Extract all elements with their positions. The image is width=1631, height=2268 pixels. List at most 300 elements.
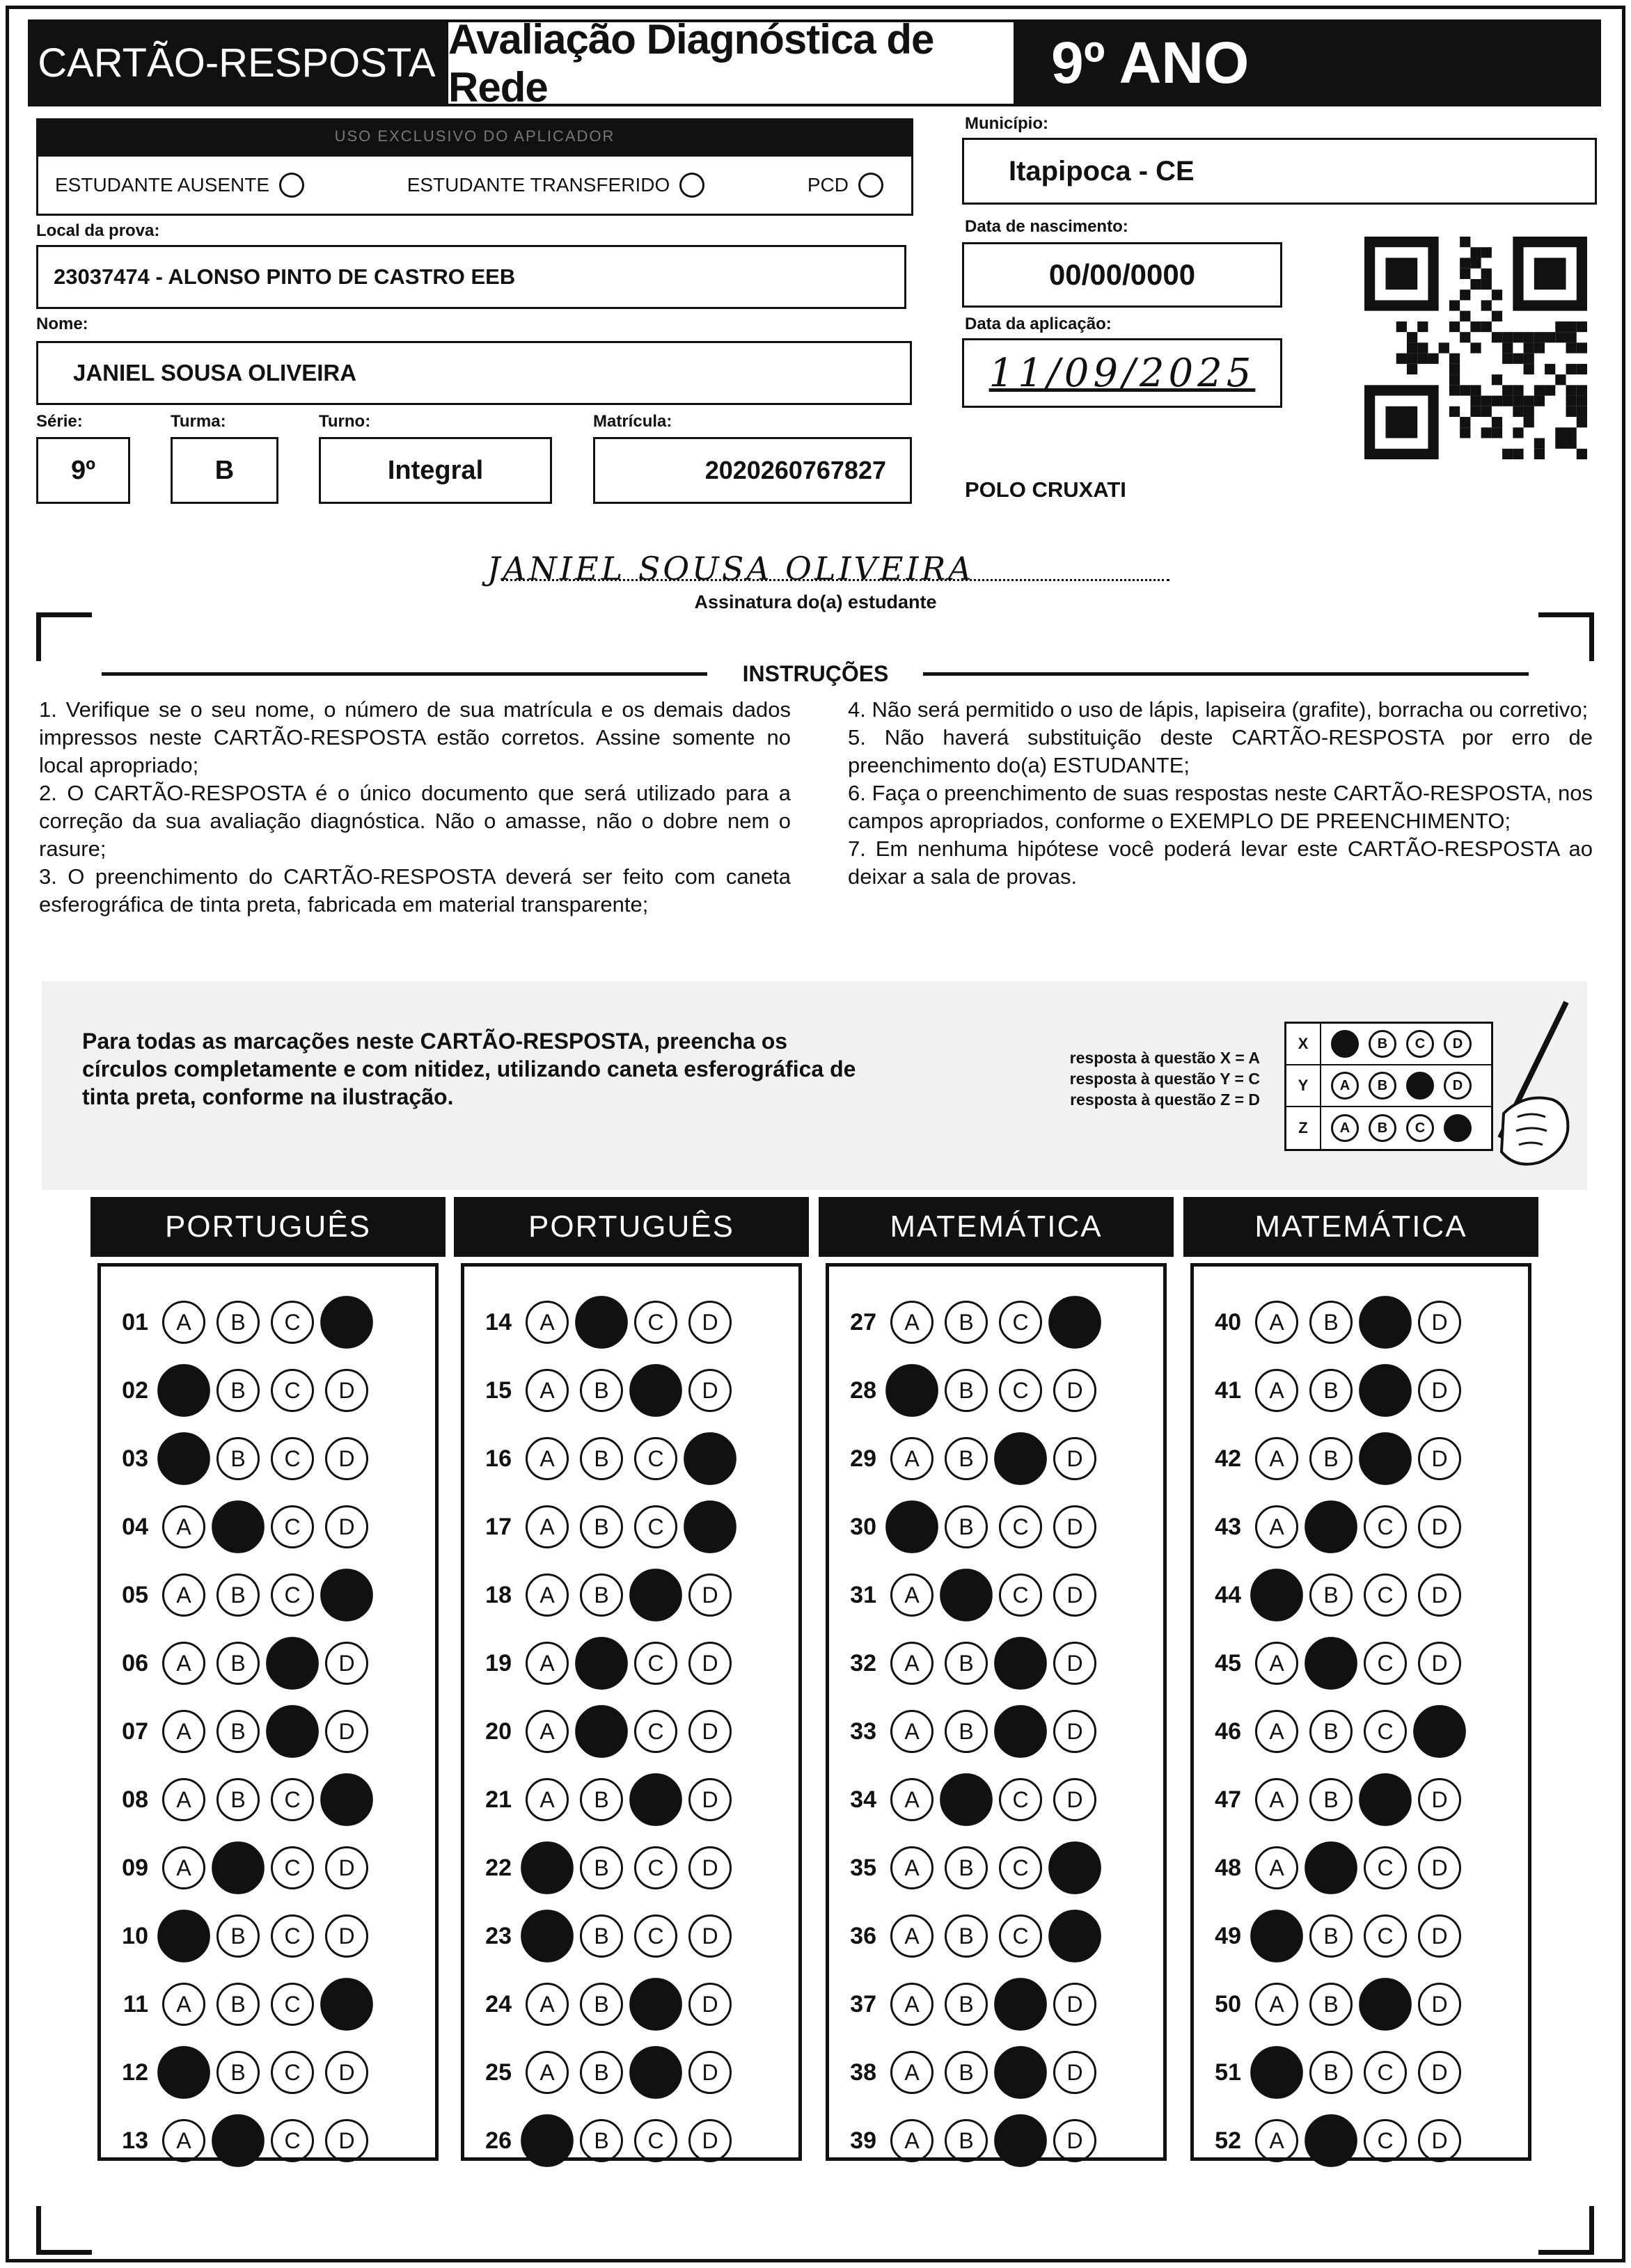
answer-bubble-b[interactable]: B [945, 1301, 988, 1344]
answer-bubble-a[interactable]: A [521, 1841, 574, 1894]
question-row [101, 1704, 435, 1759]
answer-bubble-d[interactable]: D [688, 2051, 732, 2094]
answer-bubble-d[interactable]: D [1048, 1910, 1101, 1962]
qr-code-icon [1364, 237, 1587, 459]
answer-bubble-d[interactable]: D [1418, 2119, 1461, 2162]
answer-bubble-d[interactable]: D [1418, 1983, 1461, 2026]
question-row [101, 1294, 435, 1350]
answer-bubble-d[interactable]: D [688, 1573, 732, 1617]
answer-bubble-c[interactable]: C [271, 1437, 314, 1480]
question-number: 10 [122, 1922, 148, 1949]
answer-bubble-d[interactable]: D [688, 2119, 732, 2162]
answer-bubble-a[interactable]: A [526, 1573, 569, 1617]
municipio-field [962, 138, 1597, 205]
example-bubble: A [1331, 1114, 1359, 1142]
nascimento-value: 00/00/0000 [1048, 258, 1196, 291]
answer-bubble-c[interactable]: C [271, 1573, 314, 1617]
answer-bubble-a[interactable]: A [1255, 1778, 1298, 1821]
answer-bubble-d[interactable]: D [320, 1978, 373, 2031]
name-value: JANIEL SOUSA OLIVEIRA [73, 360, 357, 386]
answer-bubble-d[interactable]: D [1053, 1437, 1096, 1480]
answer-bubble-b[interactable]: B [1305, 1841, 1357, 1894]
question-number: 31 [850, 1581, 876, 1608]
answer-bubble-b[interactable]: B [945, 1437, 988, 1480]
answer-bubble-a[interactable]: A [521, 1910, 574, 1962]
question-row [1194, 2113, 1528, 2168]
answer-bubble-b[interactable]: B [1309, 1369, 1353, 1412]
answer-bubble-a[interactable]: A [526, 1437, 569, 1480]
answer-bubble-a[interactable]: A [890, 2119, 933, 2162]
answer-bubble-d[interactable]: D [1418, 1369, 1461, 1412]
answer-bubble-b[interactable]: B [1309, 1301, 1353, 1344]
answer-bubble-b[interactable]: B [580, 1914, 623, 1958]
answer-bubble-d[interactable]: D [1053, 1778, 1096, 1821]
answer-bubble-a[interactable]: A [890, 1642, 933, 1685]
answer-bubble-b[interactable]: B [212, 1841, 265, 1894]
answer-bubble-a[interactable]: A [1255, 1369, 1298, 1412]
answer-bubble-c[interactable]: C [271, 1505, 314, 1548]
answer-bubble-c[interactable]: C [271, 2051, 314, 2094]
answer-bubble-b[interactable]: B [945, 1369, 988, 1412]
question-row [101, 1772, 435, 1827]
answer-bubble-d[interactable]: D [1418, 1437, 1461, 1480]
answer-bubble-c[interactable]: C [999, 1914, 1042, 1958]
answer-bubble-d[interactable]: D [325, 1846, 368, 1889]
answer-bubble-a[interactable]: A [162, 1642, 205, 1685]
answer-bubble-c[interactable]: C [634, 1914, 677, 1958]
answer-bubble-b[interactable]: B [1309, 1437, 1353, 1480]
answer-bubble-c[interactable]: C [266, 1637, 319, 1690]
answer-bubble-b[interactable]: B [216, 1369, 260, 1412]
answer-bubble-d[interactable]: D [325, 1914, 368, 1958]
absent-label: ESTUDANTE AUSENTE [55, 174, 270, 196]
question-number: 14 [485, 1308, 512, 1335]
question-row [101, 1567, 435, 1623]
answer-bubble-c[interactable]: C [1364, 1846, 1407, 1889]
answer-bubble-b[interactable]: B [575, 1637, 628, 1690]
answer-bubble-a[interactable]: A [162, 1301, 205, 1344]
answer-bubble-a[interactable]: A [162, 1573, 205, 1617]
question-row [1194, 1363, 1528, 1418]
answer-bubble-a[interactable]: A [1250, 2046, 1303, 2099]
question-number: 30 [850, 1513, 876, 1540]
answer-bubble-c[interactable]: C [271, 1778, 314, 1821]
answer-bubble-b[interactable]: B [580, 1505, 623, 1548]
answer-bubble-b[interactable]: B [580, 2119, 623, 2162]
answer-bubble-b[interactable]: B [216, 1983, 260, 2026]
answer-bubble-b[interactable]: B [580, 1369, 623, 1412]
example-keys [1030, 1047, 1260, 1110]
answer-bubble-a[interactable]: A [1250, 1569, 1303, 1621]
answer-bubble-c[interactable]: C [629, 1364, 682, 1417]
example-bubble: B [1369, 1030, 1396, 1058]
answer-bubble-a[interactable]: A [1255, 1846, 1298, 1889]
question-number: 29 [850, 1445, 876, 1472]
answer-bubble-c[interactable]: C [634, 1642, 677, 1685]
answer-bubble-c[interactable]: C [1359, 1773, 1412, 1826]
answer-bubble-b[interactable]: B [580, 2051, 623, 2094]
answer-bubble-b[interactable]: B [940, 1569, 993, 1621]
answer-bubble-d[interactable]: D [320, 1773, 373, 1826]
answer-bubble-c[interactable]: C [1364, 1914, 1407, 1958]
answer-bubble-a[interactable]: A [162, 1983, 205, 2026]
answer-bubble-a[interactable]: A [526, 1369, 569, 1412]
answer-bubble-c[interactable]: C [629, 1978, 682, 2031]
answer-bubble-c[interactable]: C [634, 1710, 677, 1753]
answer-bubble-b[interactable]: B [945, 1710, 988, 1753]
answer-bubble-d[interactable]: D [688, 1642, 732, 1685]
corner-mark-top-right [1538, 612, 1594, 661]
example-bubble: C [1406, 1114, 1434, 1142]
answer-bubble-a[interactable]: A [526, 1642, 569, 1685]
answer-bubble-d[interactable]: D [325, 1505, 368, 1548]
answer-bubble-a[interactable]: A [890, 1301, 933, 1344]
example-key: resposta à questão Y = C [1069, 1070, 1260, 1088]
answer-bubble-c[interactable]: C [266, 1705, 319, 1758]
answer-bubble-a[interactable]: A [526, 1778, 569, 1821]
instruction-item: 7. Em nenhuma hipótese você poderá levar este CARTÃO-RESPOSTA ao deixar a sala de provas. [848, 836, 1593, 889]
question-number: 43 [1215, 1513, 1241, 1540]
card-label: CARTÃO-RESPOSTA [28, 19, 446, 106]
question-row [464, 1976, 798, 2032]
answer-bubble-a[interactable]: A [890, 1778, 933, 1821]
question-number: 36 [850, 1922, 876, 1949]
answer-bubble-b[interactable]: B [945, 1846, 988, 1889]
example-row [1286, 1065, 1491, 1107]
answer-bubble-d[interactable]: D [1048, 1296, 1101, 1349]
question-number: 35 [850, 1854, 876, 1881]
answer-bubble-c[interactable]: C [999, 1505, 1042, 1548]
answer-bubble-c[interactable]: C [999, 1573, 1042, 1617]
answer-bubble-a[interactable]: A [526, 1983, 569, 2026]
question-row [1194, 1704, 1528, 1759]
answer-bubble-c[interactable]: C [629, 2046, 682, 2099]
answer-bubble-c[interactable]: C [634, 1846, 677, 1889]
answer-bubble-a[interactable]: A [1255, 1505, 1298, 1548]
absent-checkbox[interactable] [279, 173, 304, 198]
exam-title: Avaliação Diagnóstica de Rede [446, 19, 1016, 106]
answer-bubble-d[interactable]: D [325, 2119, 368, 2162]
turma-field [171, 437, 278, 504]
answer-bubble-c[interactable]: C [1364, 1710, 1407, 1753]
answer-bubble-d[interactable]: D [1418, 1642, 1461, 1685]
answer-bubble-a[interactable]: A [1255, 1642, 1298, 1685]
question-number: 50 [1215, 1990, 1241, 2017]
answer-bubble-a[interactable]: A [1255, 1710, 1298, 1753]
answer-bubble-d[interactable]: D [1418, 1778, 1461, 1821]
answer-bubble-c[interactable]: C [271, 1846, 314, 1889]
question-number: 39 [850, 2127, 876, 2154]
question-number: 27 [850, 1308, 876, 1335]
example-row [1286, 1024, 1491, 1065]
answer-bubble-a[interactable]: A [526, 1301, 569, 1344]
answer-bubble-c[interactable]: C [994, 2114, 1047, 2167]
answer-bubble-c[interactable]: C [629, 1773, 682, 1826]
answer-bubble-c[interactable]: C [999, 1369, 1042, 1412]
answer-bubble-d[interactable]: D [688, 1778, 732, 1821]
answer-bubble-a[interactable]: A [521, 2114, 574, 2167]
answer-bubble-d[interactable]: D [325, 1437, 368, 1480]
answer-bubble-d[interactable]: D [684, 1500, 736, 1553]
answer-bubble-a[interactable]: A [885, 1364, 938, 1417]
answer-bubble-d[interactable]: D [1048, 1841, 1101, 1894]
question-number: 05 [122, 1581, 148, 1608]
answer-bubble-b[interactable]: B [216, 1642, 260, 1685]
turno-field [319, 437, 552, 504]
answer-bubble-c[interactable]: C [1359, 1364, 1412, 1417]
answer-bubble-b[interactable]: B [1309, 1573, 1353, 1617]
answer-bubble-a[interactable]: A [157, 1432, 210, 1485]
pcd-option[interactable] [807, 173, 883, 198]
name-label: Nome: [36, 315, 88, 333]
answer-bubble-b[interactable]: B [945, 1914, 988, 1958]
answer-bubble-d[interactable]: D [1413, 1705, 1466, 1758]
answer-bubble-c[interactable]: C [271, 1301, 314, 1344]
answer-bubble-c[interactable]: C [1364, 2119, 1407, 2162]
answer-bubble-d[interactable]: D [1053, 2051, 1096, 2094]
answer-bubble-d[interactable]: D [1053, 1983, 1096, 2026]
answer-bubble-b[interactable]: B [1309, 1983, 1353, 2026]
answer-bubble-a[interactable]: A [157, 1364, 210, 1417]
answer-bubble-a[interactable]: A [162, 1710, 205, 1753]
question-row [1194, 1431, 1528, 1486]
example-bubble: A [1331, 1072, 1359, 1100]
answer-bubble-b[interactable]: B [580, 1846, 623, 1889]
answer-bubble-d[interactable]: D [1053, 2119, 1096, 2162]
answer-bubble-a[interactable]: A [162, 2119, 205, 2162]
answer-bubble-c[interactable]: C [629, 1569, 682, 1621]
answer-bubble-d[interactable]: D [688, 1710, 732, 1753]
answer-bubble-c[interactable]: C [1359, 1296, 1412, 1349]
answer-bubble-a[interactable]: A [526, 2051, 569, 2094]
answer-bubble-c[interactable]: C [1364, 2051, 1407, 2094]
question-row [829, 2113, 1163, 2168]
answer-bubble-d[interactable]: D [1418, 1301, 1461, 1344]
question-number: 32 [850, 1649, 876, 1676]
answer-bubble-b[interactable]: B [212, 1500, 265, 1553]
answer-bubble-b[interactable]: B [1309, 1914, 1353, 1958]
answer-bubble-a[interactable]: A [1255, 1301, 1298, 1344]
answer-bubble-c[interactable]: C [271, 2119, 314, 2162]
answer-bubble-a[interactable]: A [890, 1914, 933, 1958]
question-row [101, 2045, 435, 2100]
answer-bubble-c[interactable]: C [999, 1778, 1042, 1821]
answer-bubble-c[interactable]: C [1364, 1505, 1407, 1548]
absent-option[interactable] [55, 173, 304, 198]
matricula-field [593, 437, 912, 504]
subject-header: PORTUGUÊS [454, 1197, 809, 1257]
question-row [101, 1363, 435, 1418]
answer-bubble-c[interactable]: C [1359, 1978, 1412, 2031]
answer-bubble-d[interactable]: D [688, 1914, 732, 1958]
answer-bubble-a[interactable]: A [1250, 1910, 1303, 1962]
answer-bubble-b[interactable]: B [1305, 1637, 1357, 1690]
answer-bubble-c[interactable]: C [999, 1846, 1042, 1889]
answer-bubble-a[interactable]: A [526, 1710, 569, 1753]
answer-bubble-d[interactable]: D [1053, 1573, 1096, 1617]
answer-bubble-b[interactable]: B [1309, 2051, 1353, 2094]
question-row [464, 1363, 798, 1418]
question-number: 12 [122, 2059, 148, 2086]
answer-bubble-d[interactable]: D [1418, 2051, 1461, 2094]
question-number: 13 [122, 2127, 148, 2154]
question-row [464, 1635, 798, 1691]
example-text: Para todas as marcações neste CARTÃO-RESPOSTA, preencha os círculos completamente e com nitidez, utilizando caneta esferográfica de tinta preta, conforme na ilustração. [82, 1029, 856, 1109]
answer-bubble-a[interactable]: A [1255, 2119, 1298, 2162]
answer-bubble-b[interactable]: B [1305, 2114, 1357, 2167]
student-signature: JANIEL SOUSA OLIVEIRA [487, 550, 975, 587]
answer-bubble-d[interactable]: D [325, 2051, 368, 2094]
answer-bubble-b[interactable]: B [945, 1642, 988, 1685]
answer-bubble-b[interactable]: B [580, 1573, 623, 1617]
answer-bubble-d[interactable]: D [688, 1369, 732, 1412]
answer-bubble-d[interactable]: D [320, 1569, 373, 1621]
answer-bubble-b[interactable]: B [575, 1296, 628, 1349]
answer-bubble-d[interactable]: D [1418, 1846, 1461, 1889]
answer-bubble-a[interactable]: A [162, 1505, 205, 1548]
answer-bubble-a[interactable]: A [526, 1505, 569, 1548]
question-number: 45 [1215, 1649, 1241, 1676]
pcd-checkbox[interactable] [858, 173, 883, 198]
example-row [1286, 1107, 1491, 1149]
answer-bubble-c[interactable]: C [1364, 1642, 1407, 1685]
answer-bubble-a[interactable]: A [890, 1573, 933, 1617]
example-question: Y [1286, 1065, 1321, 1106]
answer-bubble-b[interactable]: B [216, 1914, 260, 1958]
answer-bubble-b[interactable]: B [940, 1773, 993, 1826]
transferred-checkbox[interactable] [679, 173, 704, 198]
answer-bubble-c[interactable]: C [994, 1978, 1047, 2031]
answer-bubble-a[interactable]: A [885, 1500, 938, 1553]
question-row [101, 2113, 435, 2168]
answer-bubble-b[interactable]: B [216, 2051, 260, 2094]
answer-bubble-d[interactable]: D [688, 1983, 732, 2026]
answer-bubble-b[interactable]: B [945, 2051, 988, 2094]
answer-bubble-b[interactable]: B [216, 1573, 260, 1617]
answer-bubble-d[interactable]: D [688, 1301, 732, 1344]
answer-bubble-b[interactable]: B [216, 1437, 260, 1480]
answer-bubble-c[interactable]: C [994, 2046, 1047, 2099]
question-number: 15 [485, 1377, 512, 1404]
answer-bubble-d[interactable]: D [1418, 1573, 1461, 1617]
answer-bubble-b[interactable]: B [1309, 1778, 1353, 1821]
answer-bubble-a[interactable]: A [890, 1437, 933, 1480]
answer-bubble-a[interactable]: A [157, 2046, 210, 2099]
answer-bubble-d[interactable]: D [1053, 1369, 1096, 1412]
answer-bubble-a[interactable]: A [162, 1778, 205, 1821]
hand-pen-icon [1476, 995, 1580, 1176]
name-field [36, 341, 912, 405]
answer-bubble-c[interactable]: C [634, 2119, 677, 2162]
answer-bubble-c[interactable]: C [634, 1301, 677, 1344]
answer-bubble-b[interactable]: B [945, 2119, 988, 2162]
answer-bubble-b[interactable]: B [580, 1437, 623, 1480]
answer-bubble-b[interactable]: B [945, 1983, 988, 2026]
question-number: 06 [122, 1649, 148, 1676]
answer-bubble-b[interactable]: B [212, 2114, 265, 2167]
answer-bubble-c[interactable]: C [634, 1437, 677, 1480]
answer-bubble-c[interactable]: C [1359, 1432, 1412, 1485]
answer-bubble-d[interactable]: D [1418, 1914, 1461, 1958]
answer-bubble-c[interactable]: C [271, 1983, 314, 2026]
aplicacao-field [962, 338, 1282, 408]
grade-title: 9º ANO [1016, 19, 1601, 106]
answer-bubble-c[interactable]: C [994, 1637, 1047, 1690]
answer-bubble-b[interactable]: B [216, 1710, 260, 1753]
answer-bubble-b[interactable]: B [1309, 1710, 1353, 1753]
example-bubble: A [1331, 1030, 1359, 1058]
municipio-value: Itapipoca - CE [1009, 155, 1195, 187]
question-number: 09 [122, 1854, 148, 1881]
answer-bubble-c[interactable]: C [271, 1914, 314, 1958]
serie-field [36, 437, 130, 504]
question-row [1194, 1772, 1528, 1827]
answer-bubble-d[interactable]: D [1053, 1710, 1096, 1753]
answer-bubble-b[interactable]: B [216, 1778, 260, 1821]
answer-bubble-b[interactable]: B [945, 1505, 988, 1548]
answer-bubble-b[interactable]: B [575, 1705, 628, 1758]
answer-bubble-a[interactable]: A [890, 1846, 933, 1889]
answer-bubble-b[interactable]: B [580, 1778, 623, 1821]
instruction-item: 1. Verifique se o seu nome, o número de sua matrícula e os demais dados impressos neste CARTÃO-RESPOSTA estão corretos. Assine somente no local apropriado; [39, 697, 791, 777]
answer-bubble-d[interactable]: D [1053, 1642, 1096, 1685]
question-row [464, 1431, 798, 1486]
question-number: 28 [850, 1377, 876, 1404]
answer-bubble-c[interactable]: C [271, 1369, 314, 1412]
answer-bubble-d[interactable]: D [325, 1710, 368, 1753]
answer-bubble-a[interactable]: A [157, 1910, 210, 1962]
example-bubble: C [1406, 1072, 1434, 1100]
answer-bubble-a[interactable]: A [890, 1983, 933, 2026]
question-row [829, 1567, 1163, 1623]
answer-bubble-a[interactable]: A [890, 1710, 933, 1753]
answer-bubble-d[interactable]: D [684, 1432, 736, 1485]
answer-bubble-c[interactable]: C [994, 1705, 1047, 1758]
answer-bubble-c[interactable]: C [634, 1505, 677, 1548]
answer-bubble-b[interactable]: B [580, 1983, 623, 2026]
question-number: 04 [122, 1513, 148, 1540]
question-number: 47 [1215, 1786, 1241, 1813]
question-row [464, 1908, 798, 1964]
answer-bubble-d[interactable]: D [325, 1369, 368, 1412]
answer-bubble-d[interactable]: D [325, 1642, 368, 1685]
answer-bubble-c[interactable]: C [994, 1432, 1047, 1485]
answer-bubble-c[interactable]: C [999, 1301, 1042, 1344]
answer-bubble-d[interactable]: D [1418, 1505, 1461, 1548]
answer-bubble-d[interactable]: D [1053, 1505, 1096, 1548]
transferred-option[interactable] [407, 173, 705, 198]
turno-value: Integral [387, 455, 484, 485]
instruction-item: 2. O CARTÃO-RESPOSTA é o único documento que será utilizado para a correção da sua avaliação diagnóstica. Não o amasse, não o dobre nem o rasure; [39, 781, 791, 861]
serie-label: Série: [36, 412, 83, 431]
answer-bubble-a[interactable]: A [162, 1846, 205, 1889]
answer-bubble-d[interactable]: D [320, 1296, 373, 1349]
answer-bubble-a[interactable]: A [1255, 1983, 1298, 2026]
question-row [1194, 1976, 1528, 2032]
answer-bubble-a[interactable]: A [890, 2051, 933, 2094]
instructions-title: INSTRUÇÕES [742, 661, 889, 686]
applicator-title: USO EXCLUSIVO DO APLICADOR [36, 118, 913, 154]
corner-mark-bottom-left [36, 2206, 92, 2255]
answer-bubble-b[interactable]: B [216, 1301, 260, 1344]
question-number: 52 [1215, 2127, 1241, 2154]
example-bubble: D [1444, 1072, 1472, 1100]
answer-bubble-d[interactable]: D [688, 1846, 732, 1889]
answer-bubble-c[interactable]: C [1364, 1573, 1407, 1617]
answer-bubble-b[interactable]: B [1305, 1500, 1357, 1553]
question-number: 41 [1215, 1377, 1241, 1404]
answer-bubble-a[interactable]: A [1255, 1437, 1298, 1480]
